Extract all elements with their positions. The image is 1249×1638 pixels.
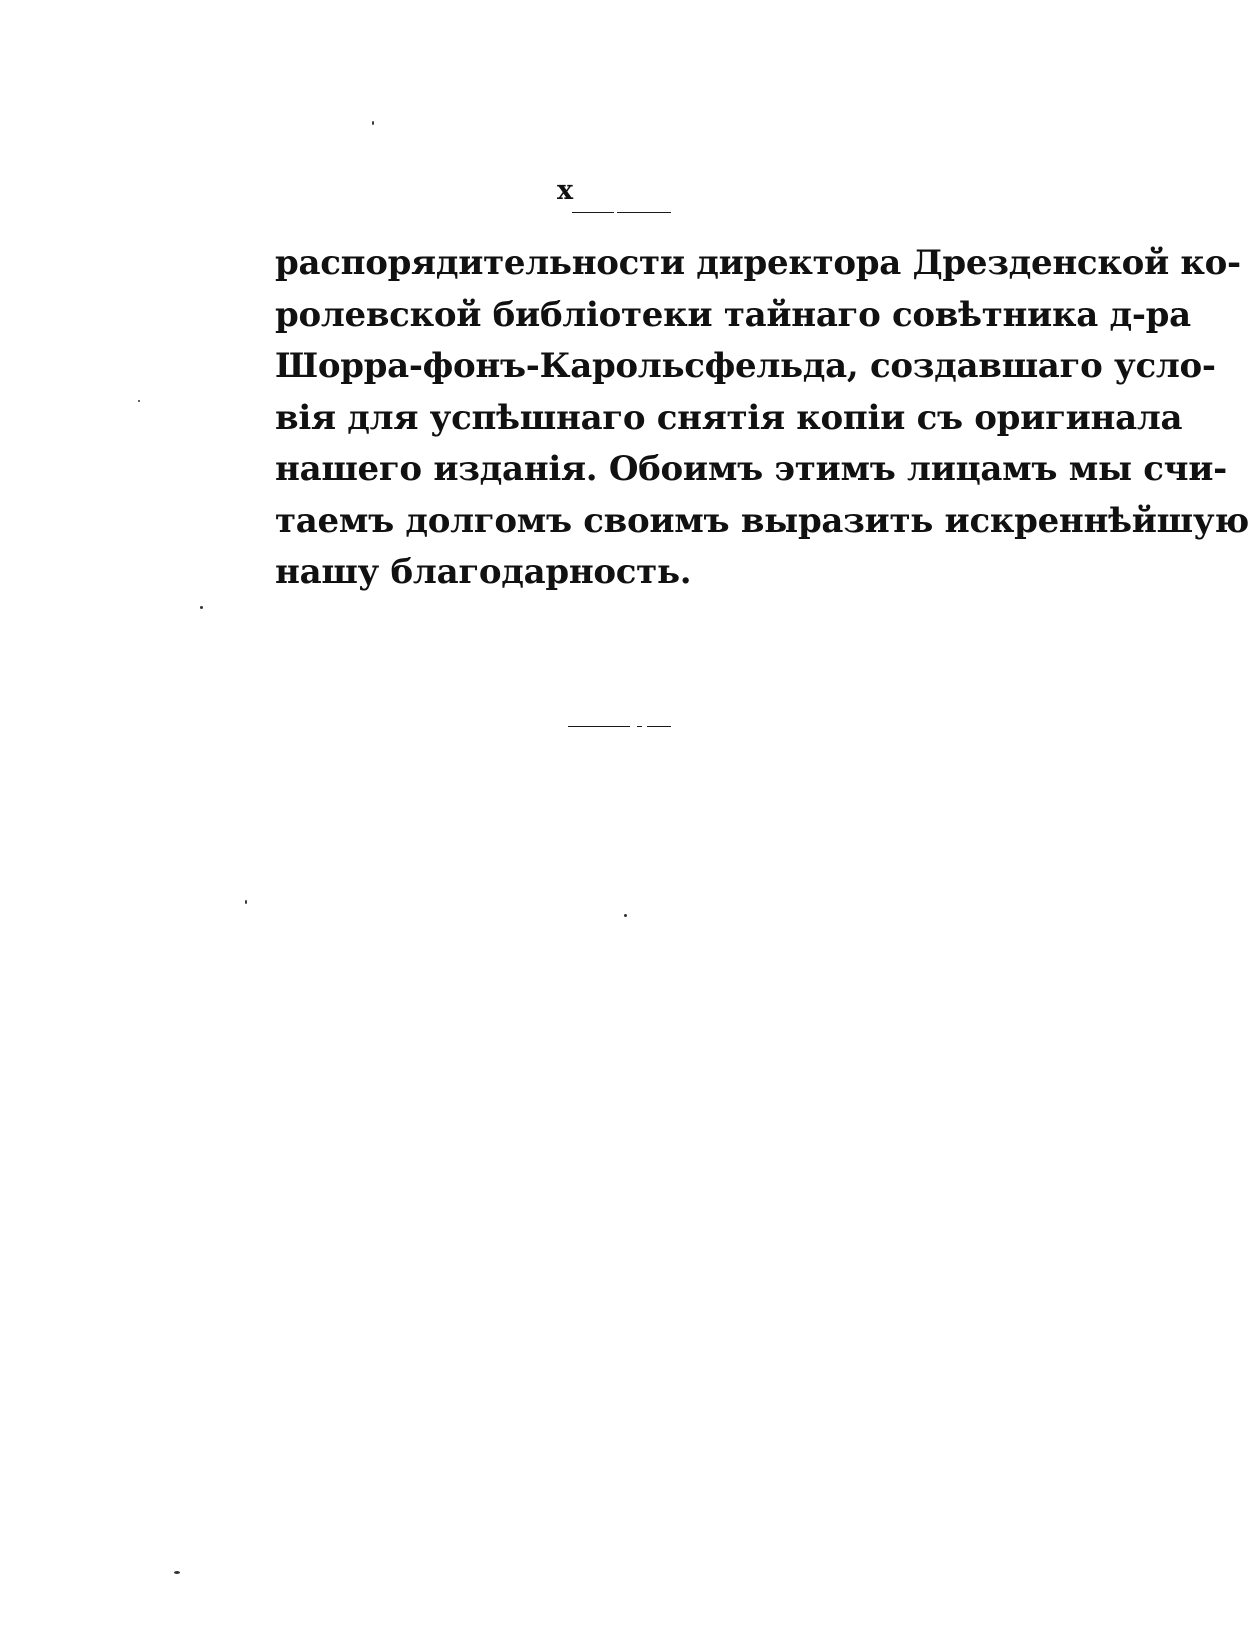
text-line: вія для успѣшнаго снятія копіи съ оригинала (275, 397, 1183, 438)
page-number: x (556, 175, 574, 206)
body-paragraph (275, 238, 1249, 599)
header-rule-right (617, 212, 671, 213)
text-line: Шорра-фонъ-Карольсфельда, создавшаго усло- (275, 346, 1216, 386)
text-line: ролевской библіотеки тайнаго совѣтника д-ра (275, 294, 1191, 335)
scan-speck (138, 400, 140, 402)
end-rule-dot (637, 726, 642, 727)
text-line: нашу благодарность. (275, 552, 692, 592)
end-rule-right (647, 726, 671, 727)
text-line: таемъ долгомъ своимъ выразить искреннѣйшую (275, 500, 1249, 541)
scan-speck (372, 121, 374, 125)
text-line: распорядительности директора Дрезденской ко- (275, 243, 1241, 283)
text-line: нашего изданія. Обоимъ этимъ лицамъ мы счи- (275, 449, 1227, 489)
end-rule-left (568, 726, 630, 727)
scan-speck (174, 1571, 180, 1574)
scan-speck (624, 914, 627, 917)
scan-speck (245, 900, 247, 904)
scan-speck (200, 606, 203, 609)
header-rule-left (572, 212, 614, 213)
